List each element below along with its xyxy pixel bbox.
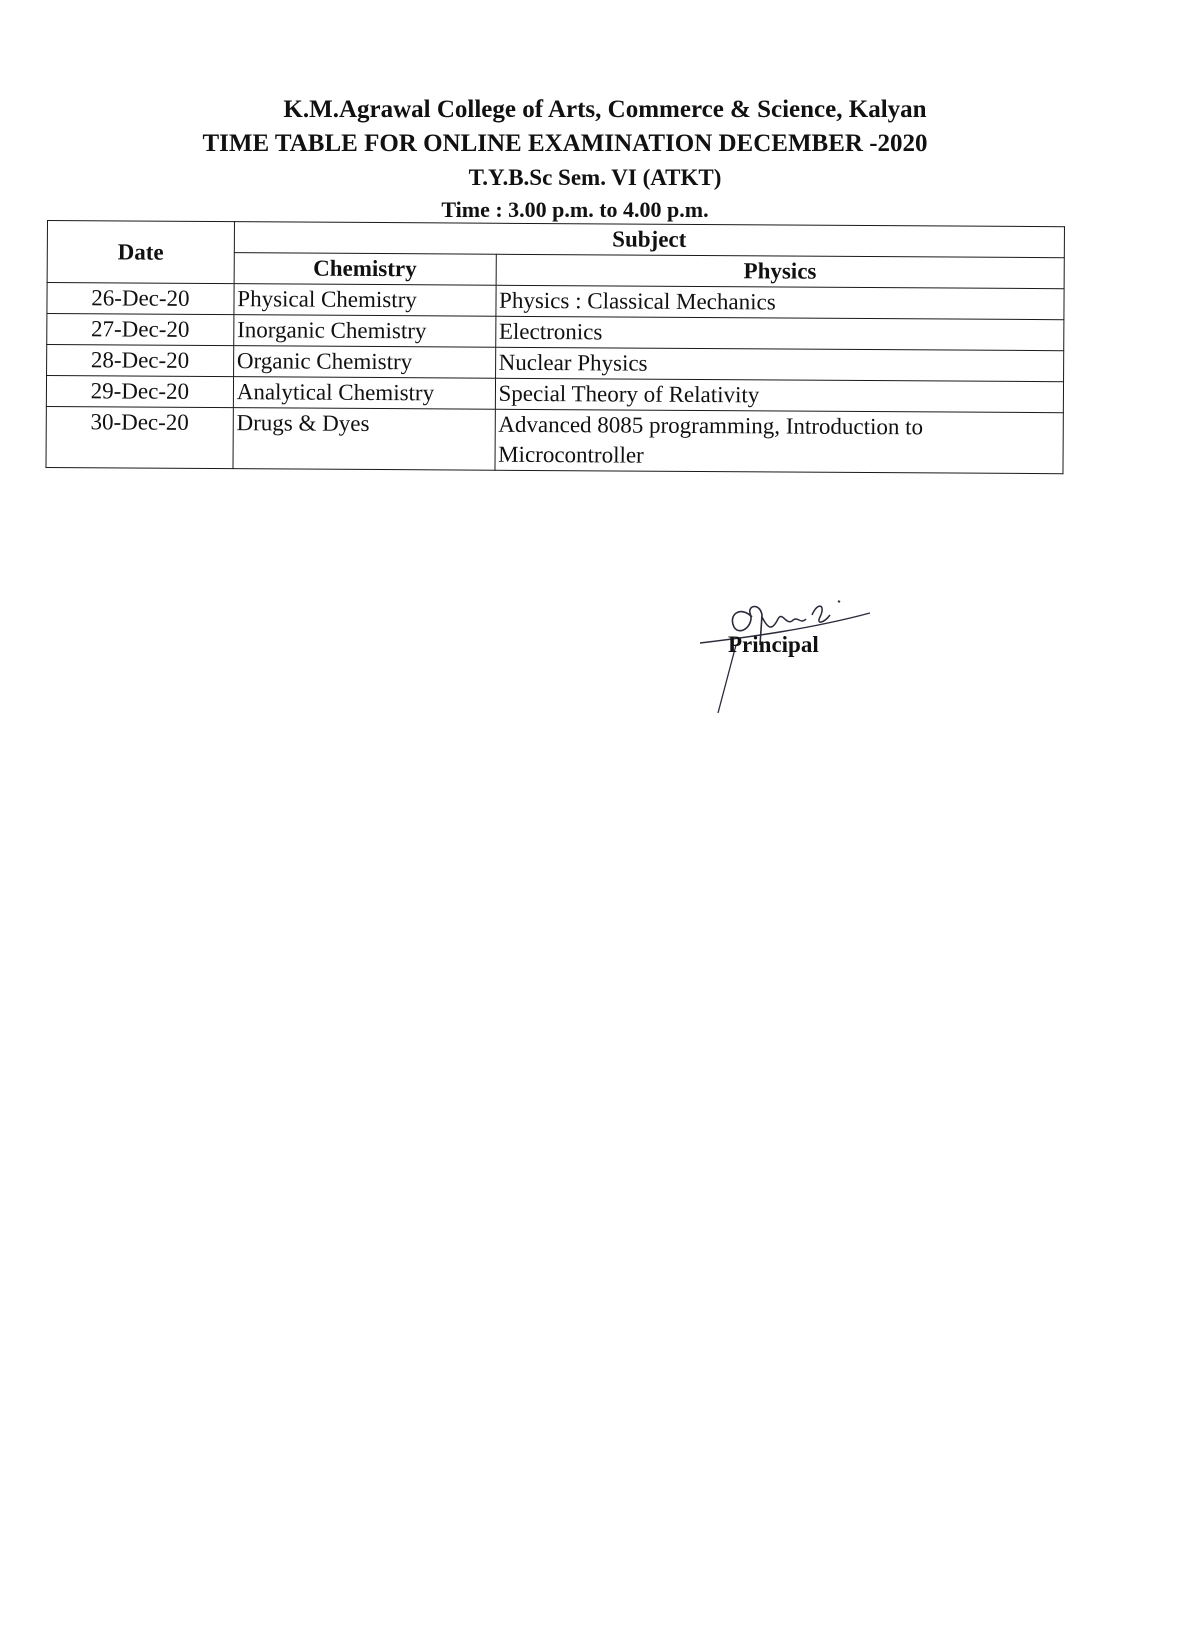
date-cell: 26-Dec-20 bbox=[47, 283, 234, 315]
physics-cell: Advanced 8085 programming, Introduction to Microcontroller bbox=[495, 409, 1064, 473]
college-name: K.M.Agrawal College of Arts, Commerce & Science, Kalyan bbox=[283, 96, 927, 123]
chemistry-cell: Physical Chemistry bbox=[234, 284, 496, 317]
chemistry-column-header: Chemistry bbox=[234, 253, 496, 286]
date-cell: 28-Dec-20 bbox=[47, 345, 234, 377]
physics-cell: Nuclear Physics bbox=[495, 347, 1064, 381]
date-cell: 27-Dec-20 bbox=[47, 314, 234, 346]
table-row bbox=[46, 406, 1063, 473]
timetable bbox=[45, 220, 1064, 474]
physics-cell: Electronics bbox=[495, 316, 1064, 350]
physics-cell: Special Theory of Relativity bbox=[495, 378, 1064, 412]
chemistry-cell: Drugs & Dyes bbox=[233, 408, 495, 471]
timetable-title: TIME TABLE FOR ONLINE EXAMINATION DECEMBER -2020 bbox=[202, 130, 928, 157]
header-row bbox=[47, 221, 1064, 258]
chemistry-cell: Organic Chemistry bbox=[233, 346, 495, 379]
physics-cell: Physics : Classical Mechanics bbox=[495, 285, 1064, 319]
date-cell: 29-Dec-20 bbox=[46, 376, 233, 408]
date-cell: 30-Dec-20 bbox=[46, 406, 233, 468]
date-column-header: Date bbox=[47, 221, 234, 284]
semester-label: T.Y.B.Sc Sem. VI (ATKT) bbox=[468, 165, 722, 190]
chemistry-cell: Analytical Chemistry bbox=[233, 377, 495, 410]
physics-column-header: Physics bbox=[496, 254, 1065, 288]
subject-column-header: Subject bbox=[234, 222, 1064, 258]
exam-time: Time : 3.00 p.m. to 4.00 p.m. bbox=[441, 197, 709, 222]
chemistry-cell: Inorganic Chemistry bbox=[234, 315, 496, 348]
principal-label: Principal bbox=[728, 632, 819, 657]
